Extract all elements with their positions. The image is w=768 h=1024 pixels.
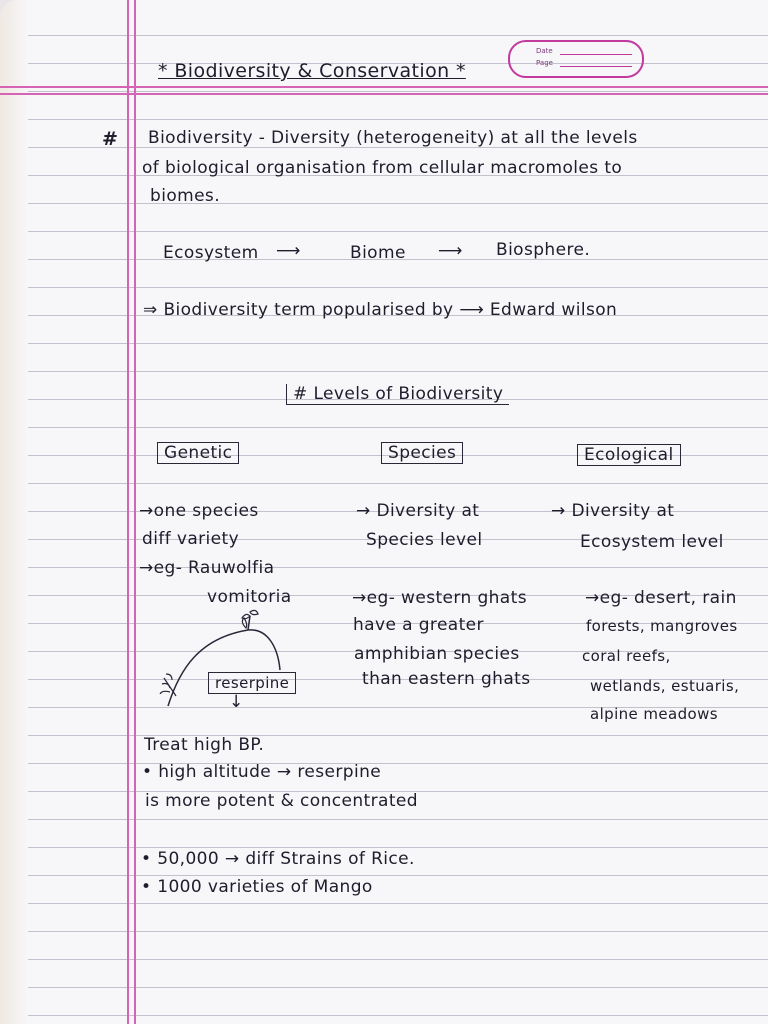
header-line-top bbox=[0, 86, 768, 88]
ecological-line-5: coral reefs, bbox=[582, 647, 671, 665]
page-title: * Biodiversity & Conservation * bbox=[158, 60, 466, 82]
genetic-heading: Genetic bbox=[157, 442, 239, 464]
definition-marker: # bbox=[102, 128, 119, 150]
definition-line-1: Biodiversity - Diversity (heterogeneity) at all the levels bbox=[148, 128, 638, 148]
flow-arrow-2: ⟶ bbox=[438, 241, 463, 261]
genetic-line-4: vomitoria bbox=[207, 587, 292, 607]
species-line-2: Species level bbox=[366, 530, 483, 550]
page-label: Page bbox=[536, 59, 553, 67]
definition-line-2: of biological organisation from cellular macromoles to bbox=[142, 158, 623, 178]
date-label: Date bbox=[536, 47, 553, 55]
popularised-line: ⇒ Biodiversity term popularised by ⟶ Edward wilson bbox=[143, 300, 618, 320]
ecological-heading: Ecological bbox=[577, 444, 681, 466]
ecological-line-6: wetlands, estuaris, bbox=[590, 677, 740, 695]
species-line-3: →eg- western ghats bbox=[352, 588, 527, 608]
flow-biosphere: Biosphere. bbox=[496, 240, 591, 260]
bullet-rice: • 50,000 → diff Strains of Rice. bbox=[141, 849, 415, 869]
genetic-line-3: →eg- Rauwolfia bbox=[139, 558, 275, 578]
date-page-box bbox=[508, 40, 644, 78]
rauwolfia-plant-sketch-icon bbox=[150, 608, 300, 716]
bullet-mango: • 1000 varieties of Mango bbox=[141, 877, 373, 897]
flow-ecosystem: Ecosystem bbox=[163, 243, 259, 263]
flow-biome: Biome bbox=[350, 243, 406, 263]
species-line-4: have a greater bbox=[353, 615, 484, 635]
definition-line-3: biomes. bbox=[150, 186, 220, 206]
reserpine-note-1: • high altitude → reserpine bbox=[142, 762, 382, 782]
species-heading: Species bbox=[381, 442, 463, 464]
flow-arrow-1: ⟶ bbox=[276, 241, 301, 261]
species-line-5: amphibian species bbox=[354, 644, 520, 664]
levels-heading: # Levels of Biodiversity bbox=[286, 384, 509, 405]
header-line-bottom bbox=[0, 93, 768, 95]
ecological-line-7: alpine meadows bbox=[590, 705, 718, 723]
reserpine-note-2: is more potent & concentrated bbox=[145, 791, 418, 811]
ecological-line-4: forests, mangroves bbox=[586, 617, 738, 635]
ecological-line-2: Ecosystem level bbox=[580, 532, 724, 552]
ecological-line-3: →eg- desert, rain bbox=[585, 588, 737, 608]
reserpine-arrow: ↓ bbox=[229, 692, 244, 712]
reserpine-use: Treat high BP. bbox=[144, 735, 265, 755]
species-line-1: → Diversity at bbox=[356, 501, 480, 521]
genetic-line-2: diff variety bbox=[142, 529, 240, 549]
species-line-6: than eastern ghats bbox=[362, 669, 531, 689]
ecological-line-1: → Diversity at bbox=[551, 501, 675, 521]
margin-line-right bbox=[134, 0, 136, 1024]
genetic-line-1: →one species bbox=[139, 501, 259, 521]
reserpine-label: reserpine bbox=[208, 672, 296, 694]
margin-line-left bbox=[127, 0, 129, 1024]
